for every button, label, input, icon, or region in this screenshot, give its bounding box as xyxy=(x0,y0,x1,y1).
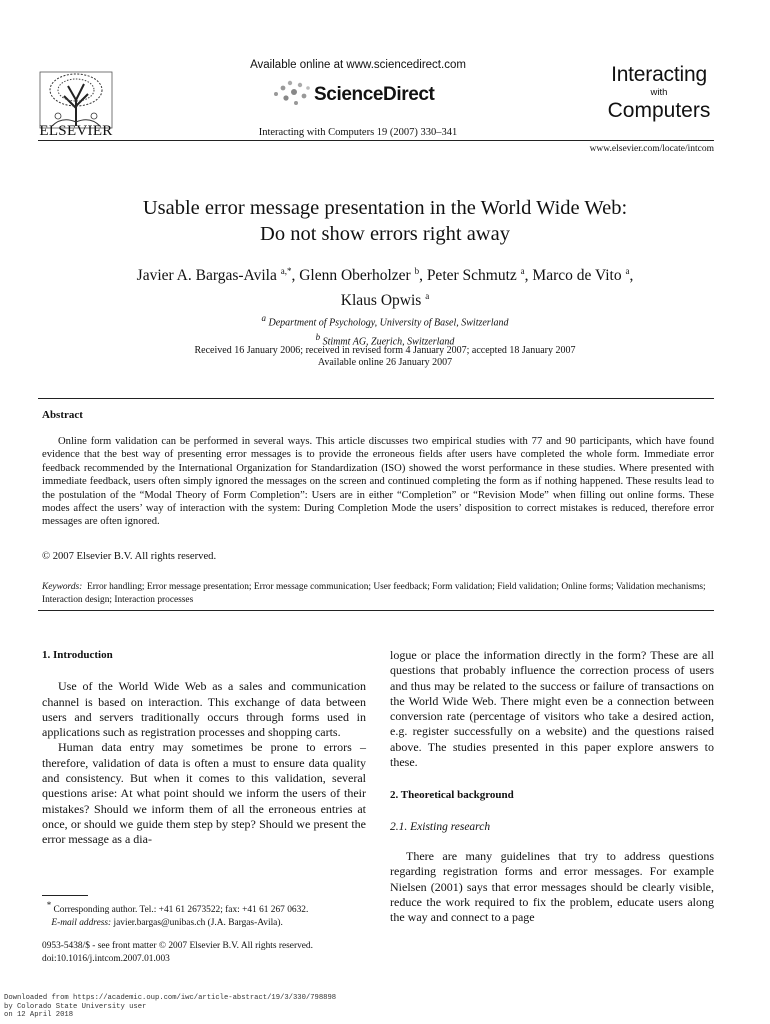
keywords-label: Keywords: xyxy=(42,582,83,592)
intro-paragraph-1: Use of the World Wide Web as a sales and communication channel is based on interaction. This exchange of data between users and servers traditionally occurs through forms used in applications such as registration processes and shopping carts. xyxy=(42,679,366,740)
section-heading-theoretical-background: 2. Theoretical background xyxy=(390,789,514,802)
subsection-heading-existing-research: 2.1. Existing research xyxy=(390,820,491,833)
email-label: E-mail address: xyxy=(51,918,112,929)
corresponding-author-footnote xyxy=(42,899,372,930)
author-line-2 xyxy=(40,286,730,311)
received-dates: Received 16 January 2006; received in revised form 4 January 2007; accepted 18 January 2007 xyxy=(194,345,576,356)
abstract-heading: Abstract xyxy=(42,409,83,421)
download-line-2: by Colorado State University user xyxy=(4,1002,147,1011)
affiliation-mark: a xyxy=(261,313,267,323)
intro-paragraph-2: Human data entry may sometimes be prone to errors – therefore, validation of data is often a must to ensure data quality and consistency. But when it comes to this validation, several questions arise: At what point should we inform the users of their mistakes? Should we inform them of all the erroneous entries at once, or should we guide them step by step? Should we present the error message as a dia- xyxy=(42,740,366,847)
right-column xyxy=(390,648,714,925)
keywords xyxy=(42,581,714,607)
journal-url[interactable]: www.elsevier.com/locate/intcom xyxy=(589,144,714,154)
footnote-contact xyxy=(42,899,372,917)
journal-logo-line1: Interacting xyxy=(611,63,707,86)
footnote-contact-text: Corresponding author. Tel.: +41 61 2673522; fax: +41 61 267 0632. xyxy=(53,905,309,916)
article-history xyxy=(40,345,730,369)
author-list xyxy=(40,261,730,311)
abstract-body: Online form validation can be performed in several ways. This article discusses two empirical studies with 77 and 90 participants, which have found evidence that the best way of presenting error messages is to provide the erroneous fields after users have completed the whole form. Immediate error feedback recommended by the International Organization for Standardization (ISO) showed the worst performance in these studies. Where presented with immediate feedback, users often simply ignored the messages on the screen and continued completing the form as if nothing happened. These results lead to the postulation of the “Modal Theory of Form Completion”: Users are in either “Completion” or “Revision Mode” when filling out online forms. These modes affect the users’ way of interaction with the system: During Completion Mode the users’ disposition to correct mistakes is reduced, therefore error messages are often ignored. xyxy=(42,436,714,528)
title-line-2: Do not show errors right away xyxy=(260,223,510,245)
affiliation-text: Department of Psychology, University of Basel, Switzerland xyxy=(268,317,509,329)
download-line-1: Downloaded from https://academic.oup.com/iwc/article-abstract/19/3/330/798898 xyxy=(4,994,337,1002)
author-name: Javier A. Bargas-Avila xyxy=(136,267,277,285)
author-affil-mark: b xyxy=(414,266,420,276)
journal-logo-line2: with xyxy=(650,87,668,98)
sciencedirect-wordmark: ScienceDirect xyxy=(314,84,435,105)
footnote-email xyxy=(42,917,372,930)
footnote-mark: * xyxy=(46,900,52,910)
author-separator: , xyxy=(629,267,634,285)
elsevier-wordmark: ELSEVIER xyxy=(39,123,113,139)
download-line-3: on 12 April 2018 xyxy=(4,1011,74,1020)
journal-reference: Interacting with Computers 19 (2007) 330–341 xyxy=(258,127,458,138)
header-rule xyxy=(38,140,714,141)
email-link[interactable]: javier.bargas@unibas.ch (J.A. Bargas-Avila). xyxy=(113,918,283,929)
author-affil-mark: a xyxy=(625,266,630,276)
online-date: Available online 26 January 2007 xyxy=(317,357,453,368)
paper-title xyxy=(40,195,730,247)
author-name: Klaus Opwis xyxy=(340,292,422,310)
left-column xyxy=(42,648,366,848)
author-name: , Glenn Oberholzer xyxy=(291,267,411,285)
available-online-note[interactable]: Available online at www.sciencedirect.com xyxy=(250,59,466,71)
doi-link[interactable]: doi:10.1016/j.intcom.2007.01.003 xyxy=(42,954,170,964)
journal-logo xyxy=(604,64,714,122)
affiliations xyxy=(40,311,730,350)
intro-paragraph-continued: logue or place the information directly in the form? These are all questions that probably influence the correction process of users and thus may be related to the success or failure of transactions on the World Wide Web. There might even be a connection between conversion rate (percentage of visitors who take a desired action, e.g. register successfully on a website) and the questions raised above. The studies presented in this paper explore answers to these. xyxy=(390,648,714,770)
keywords-text: Error handling; Error message presentation; Error message communication; User feedback; Form validation; Field validation; Online forms; Validation mechanisms; Interaction design; Interaction processes xyxy=(42,582,706,605)
author-line-1 xyxy=(40,261,730,286)
author-name: , Marco de Vito xyxy=(524,267,622,285)
author-affil-mark: a xyxy=(425,291,430,302)
existing-research-paragraph-1: There are many guidelines that try to address questions regarding registration forms and error messages. For example Nielsen (2001) says that error messages should be clearly visible, reduce the work required to fix the problem, educate users along the way and connect to a page xyxy=(390,848,714,925)
title-line-1: Usable error message presentation in the World Wide Web: xyxy=(142,197,628,219)
front-matter xyxy=(42,940,372,966)
issn-line: 0953-5438/$ - see front matter © 2007 Elsevier B.V. All rights reserved. xyxy=(42,941,313,951)
affiliation-text: Stimmt AG, Zuerich, Switzerland xyxy=(322,336,455,348)
author-affil-mark: a,* xyxy=(280,266,292,276)
abstract-top-rule xyxy=(38,398,714,399)
author-affil-mark: a xyxy=(520,266,525,276)
abstract-copyright: © 2007 Elsevier B.V. All rights reserved. xyxy=(42,551,217,562)
author-name: , Peter Schmutz xyxy=(419,267,517,285)
footnote-rule xyxy=(42,895,88,896)
section-heading-introduction: 1. Introduction xyxy=(42,649,113,661)
journal-logo-line3: Computers xyxy=(607,99,711,122)
abstract-bottom-rule xyxy=(38,610,714,611)
affiliation-mark: b xyxy=(315,332,321,343)
affiliation-a xyxy=(40,311,730,330)
download-watermark xyxy=(4,994,404,1020)
